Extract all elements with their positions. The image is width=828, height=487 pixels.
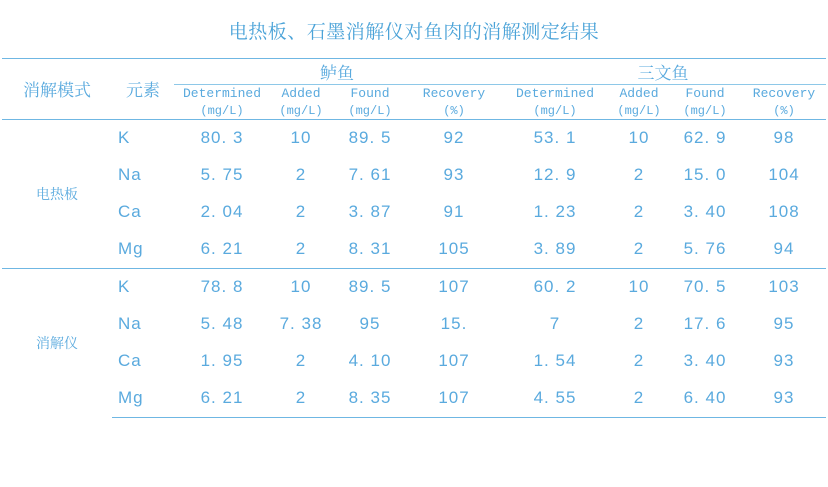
cell-value: 2 <box>295 239 307 259</box>
cell-value: 3. 87 <box>348 202 392 222</box>
header-row-groups <box>2 59 826 85</box>
cell-value: 7. 61 <box>348 165 392 185</box>
cell-value: 2 <box>633 202 645 222</box>
cell-value: 17. 6 <box>683 314 727 334</box>
cell-value: 2. 04 <box>200 202 244 222</box>
table-row <box>2 119 826 157</box>
cell-value: 2 <box>295 202 307 222</box>
cell-value: 15. 0 <box>683 165 727 185</box>
results-table <box>2 58 826 418</box>
header-col-unit: (mg/L) <box>348 103 392 118</box>
header-mode: 消解模式 <box>2 59 112 120</box>
cell-value: 93 <box>742 380 826 418</box>
header-col-g2-recovery <box>742 85 826 120</box>
cell-value: 7 <box>549 314 561 334</box>
cell-value: 6. 21 <box>174 380 270 418</box>
header-col-label: Found <box>350 86 390 101</box>
header-col-label: Added <box>619 86 659 101</box>
cell-value: 2 <box>633 165 645 185</box>
cell-value: 2 <box>633 239 645 259</box>
cell-element: Mg <box>118 239 144 259</box>
cell-value: 10 <box>270 119 332 157</box>
header-col-unit: (mg/L) <box>617 103 661 118</box>
header-group-2: 三文鱼 <box>500 59 826 85</box>
header-col-unit: (%) <box>773 103 795 118</box>
cell-value: 107 <box>408 380 500 418</box>
header-col-g1-determined <box>174 85 270 120</box>
cell-value: 98 <box>742 119 826 157</box>
table-row <box>2 268 826 306</box>
cell-value: 5. 75 <box>200 165 244 185</box>
cell-value: 2 <box>270 380 332 418</box>
cell-value: 93 <box>443 165 465 185</box>
header-element: 元素 <box>112 59 174 120</box>
header-col-label: Determined <box>515 86 594 101</box>
cell-element: Ca <box>118 351 142 371</box>
cell-value: 10 <box>610 268 668 306</box>
page-title: 电热板、石墨消解仪对鱼肉的消解测定结果 <box>228 22 600 43</box>
cell-value: 93 <box>773 351 795 371</box>
header-col-label: Recovery <box>422 86 486 101</box>
cell-value: 94 <box>773 239 795 259</box>
cell-value: 2 <box>610 380 668 418</box>
cell-value: 8. 31 <box>348 239 392 259</box>
header-col-unit: (%) <box>443 103 465 118</box>
row-group-label-2: 消解仪 <box>2 268 112 417</box>
cell-value: 1. 95 <box>200 351 244 371</box>
header-col-g2-found <box>668 85 742 120</box>
cell-value: 1. 23 <box>533 202 577 222</box>
cell-value: 6. 21 <box>200 239 244 259</box>
cell-value: 78. 8 <box>174 268 270 306</box>
cell-value: 95 <box>773 314 795 334</box>
cell-value: 2 <box>295 165 307 185</box>
header-col-g1-found <box>332 85 408 120</box>
cell-value: 53. 1 <box>500 119 610 157</box>
cell-value: 6. 40 <box>668 380 742 418</box>
cell-value: 95 <box>359 314 381 334</box>
header-col-unit: (mg/L) <box>279 103 323 118</box>
cell-value: 4. 55 <box>500 380 610 418</box>
cell-value: 92 <box>408 119 500 157</box>
cell-value: 105 <box>438 239 470 259</box>
cell-value: 103 <box>742 268 826 306</box>
header-col-unit: (mg/L) <box>683 103 727 118</box>
table-row <box>2 231 826 269</box>
cell-value: 2 <box>295 351 307 371</box>
cell-value: 12. 9 <box>533 165 577 185</box>
cell-value: 5. 48 <box>200 314 244 334</box>
header-col-g2-added <box>610 85 668 120</box>
header-col-label: Added <box>281 86 321 101</box>
header-col-label: Recovery <box>752 86 816 101</box>
header-col-unit: (mg/L) <box>200 103 244 118</box>
cell-value: 1. 54 <box>533 351 577 371</box>
cell-value: 60. 2 <box>500 268 610 306</box>
cell-element: Mg <box>112 380 174 418</box>
header-col-g1-added <box>270 85 332 120</box>
cell-value: 62. 9 <box>668 119 742 157</box>
cell-value: 10 <box>610 119 668 157</box>
cell-value: 107 <box>408 268 500 306</box>
cell-value: 89. 5 <box>332 268 408 306</box>
table-row <box>2 157 826 194</box>
cell-value: 70. 5 <box>668 268 742 306</box>
cell-element: K <box>112 268 174 306</box>
cell-value: 15. <box>440 314 468 334</box>
cell-value: 3. 40 <box>683 202 727 222</box>
table-row <box>2 343 826 380</box>
cell-value: 108 <box>768 202 800 222</box>
cell-value: 2 <box>633 314 645 334</box>
cell-value: 2 <box>633 351 645 371</box>
cell-element: Na <box>118 165 142 185</box>
header-col-label: Found <box>685 86 725 101</box>
cell-value: 104 <box>768 165 800 185</box>
header-col-label: Determined <box>182 86 261 101</box>
cell-value: 3. 89 <box>533 239 577 259</box>
cell-value: 3. 40 <box>683 351 727 371</box>
header-group-1: 鲈鱼 <box>174 59 500 85</box>
row-group-label-1: 电热板 <box>2 119 112 268</box>
table-row <box>2 194 826 231</box>
cell-value: 5. 76 <box>683 239 727 259</box>
cell-value: 10 <box>270 268 332 306</box>
cell-value: 80. 3 <box>174 119 270 157</box>
cell-value: 4. 10 <box>348 351 392 371</box>
cell-value: 89. 5 <box>332 119 408 157</box>
header-col-unit: (mg/L) <box>533 103 577 118</box>
header-col-g2-determined <box>500 85 610 120</box>
cell-value: 91 <box>443 202 465 222</box>
table-row <box>2 380 826 418</box>
cell-value: 107 <box>438 351 470 371</box>
cell-value: 7. 38 <box>279 314 323 334</box>
table-row <box>2 306 826 343</box>
cell-element: Ca <box>118 202 142 222</box>
cell-value: 8. 35 <box>332 380 408 418</box>
cell-element: K <box>112 119 174 157</box>
cell-element: Na <box>118 314 142 334</box>
header-col-g1-recovery <box>408 85 500 120</box>
